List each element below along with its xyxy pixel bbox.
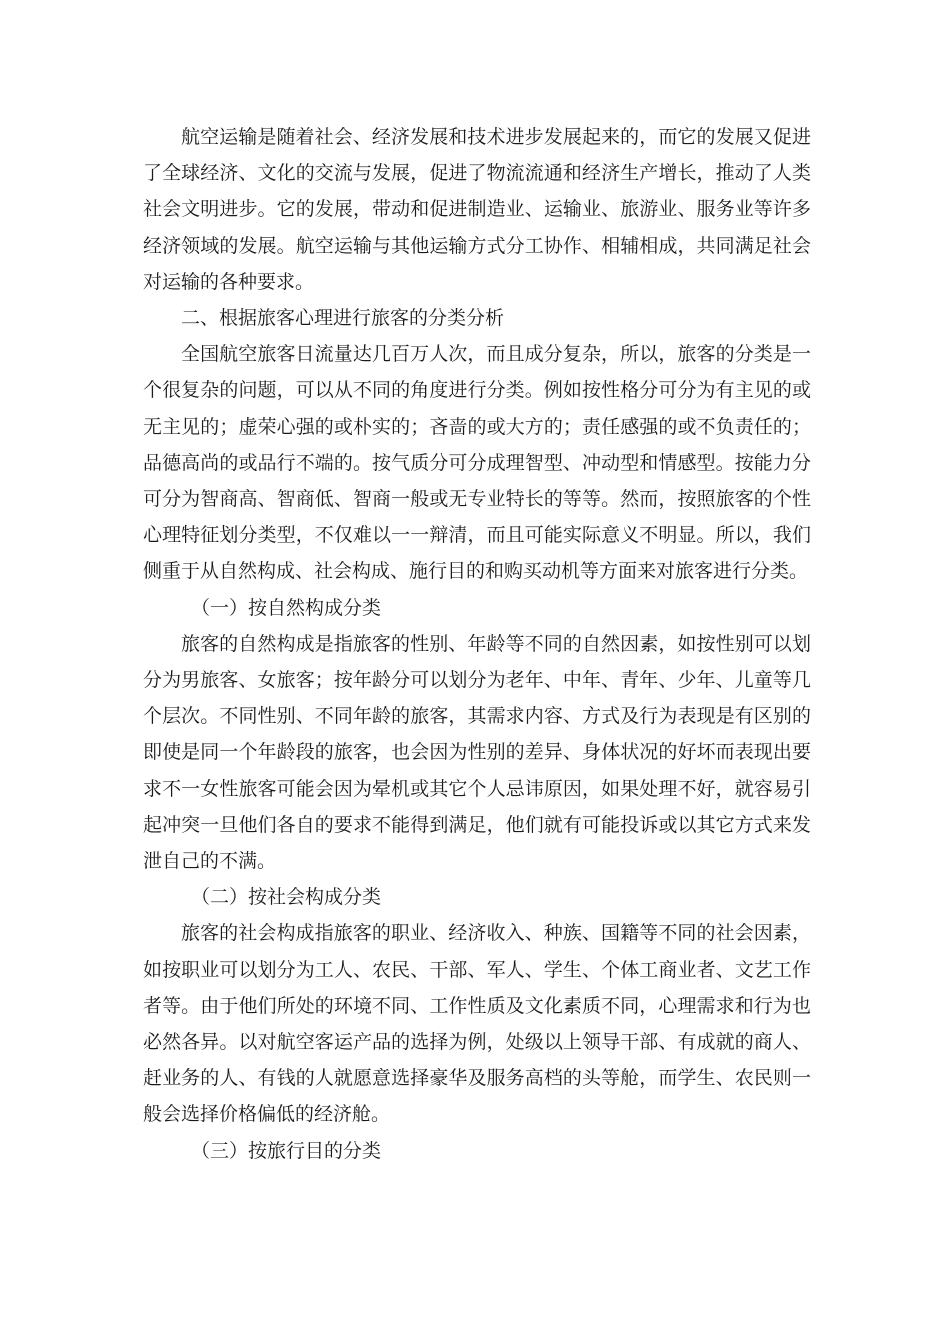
section-heading-passenger-classification: 二、根据旅客心理进行旅客的分类分析 xyxy=(181,307,505,330)
paragraph-natural-composition: 旅客的自然构成是指旅客的性别、年龄等不同的自然因素，如按性别可以划分为男旅客、女旅客；按年龄分可以划分为老年、中年、青年、少年、儿童等几个层次。不同性别、不同年龄的旅客，其需求内容、方式及行为表现是有区别的即使是同一个年龄段的旅客，也会因为性别的差异、身体状况的好坏而表现出要求不一女性旅客可能会因为晕机或其它个人忌讳原因，如果处理不好，就容易引起冲突一旦他们各自的要求不能得到满足，他们就有可能投诉或以其它方式来发泄自己的不满。 xyxy=(143,632,811,873)
paragraph-passenger-overview: 全国航空旅客日流量达几百万人次，而且成分复杂，所以，旅客的分类是一个很复杂的问题，可以从不同的角度进行分类。例如按性格分可分为有主见的或无主见的；虚荣心强的或朴实的；吝啬的或大方的；责任感强的或不负责任的；品德高尚的或品行不端的。按气质分可分成理智型、冲动型和情感型。按能力分可分为智商高、智商低、智商一般或无专业特长的等等。然而，按照旅客的个性心理特征划分类型，不仅难以一一辩清，而且可能实际意义不明显。所以，我们侧重于从自然构成、社会构成、施行目的和购买动机等方面来对旅客进行分类。 xyxy=(143,343,811,583)
document-body xyxy=(143,119,811,1169)
subheading-social-composition: （二）按社会构成分类 xyxy=(191,886,382,909)
paragraph-social-composition: 旅客的社会构成指旅客的职业、经济收入、种族、国籍等不同的社会因素，如按职业可以划分为工人、农民、干部、军人、学生、个体工商业者、文艺工作者等。由于他们所处的环境不同、工作性质及文化素质不同，心理需求和行为也必然各异。以对航空客运产品的选择为例，处级以上领导干部、有成就的商人、赶业务的人、有钱的人就愿意选择豪华及服务高档的头等舱，而学生、农民则一般会选择价格偏低的经济舱。 xyxy=(143,922,811,1126)
subheading-travel-purpose: （三）按旅行目的分类 xyxy=(191,1139,382,1162)
paragraph-aviation-transport: 航空运输是随着社会、经济发展和技术进步发展起来的，而它的发展又促进了全球经济、文化的交流与发展，促进了物流流通和经济生产增长，推动了人类社会文明进步。它的发展，带动和促进制造业、运输业、旅游业、服务业等许多经济领域的发展。航空运输与其他运输方式分工协作、相辅相成，共同满足社会对运输的各种要求。 xyxy=(143,126,811,293)
subheading-natural-composition: （一）按自然构成分类 xyxy=(191,596,382,619)
